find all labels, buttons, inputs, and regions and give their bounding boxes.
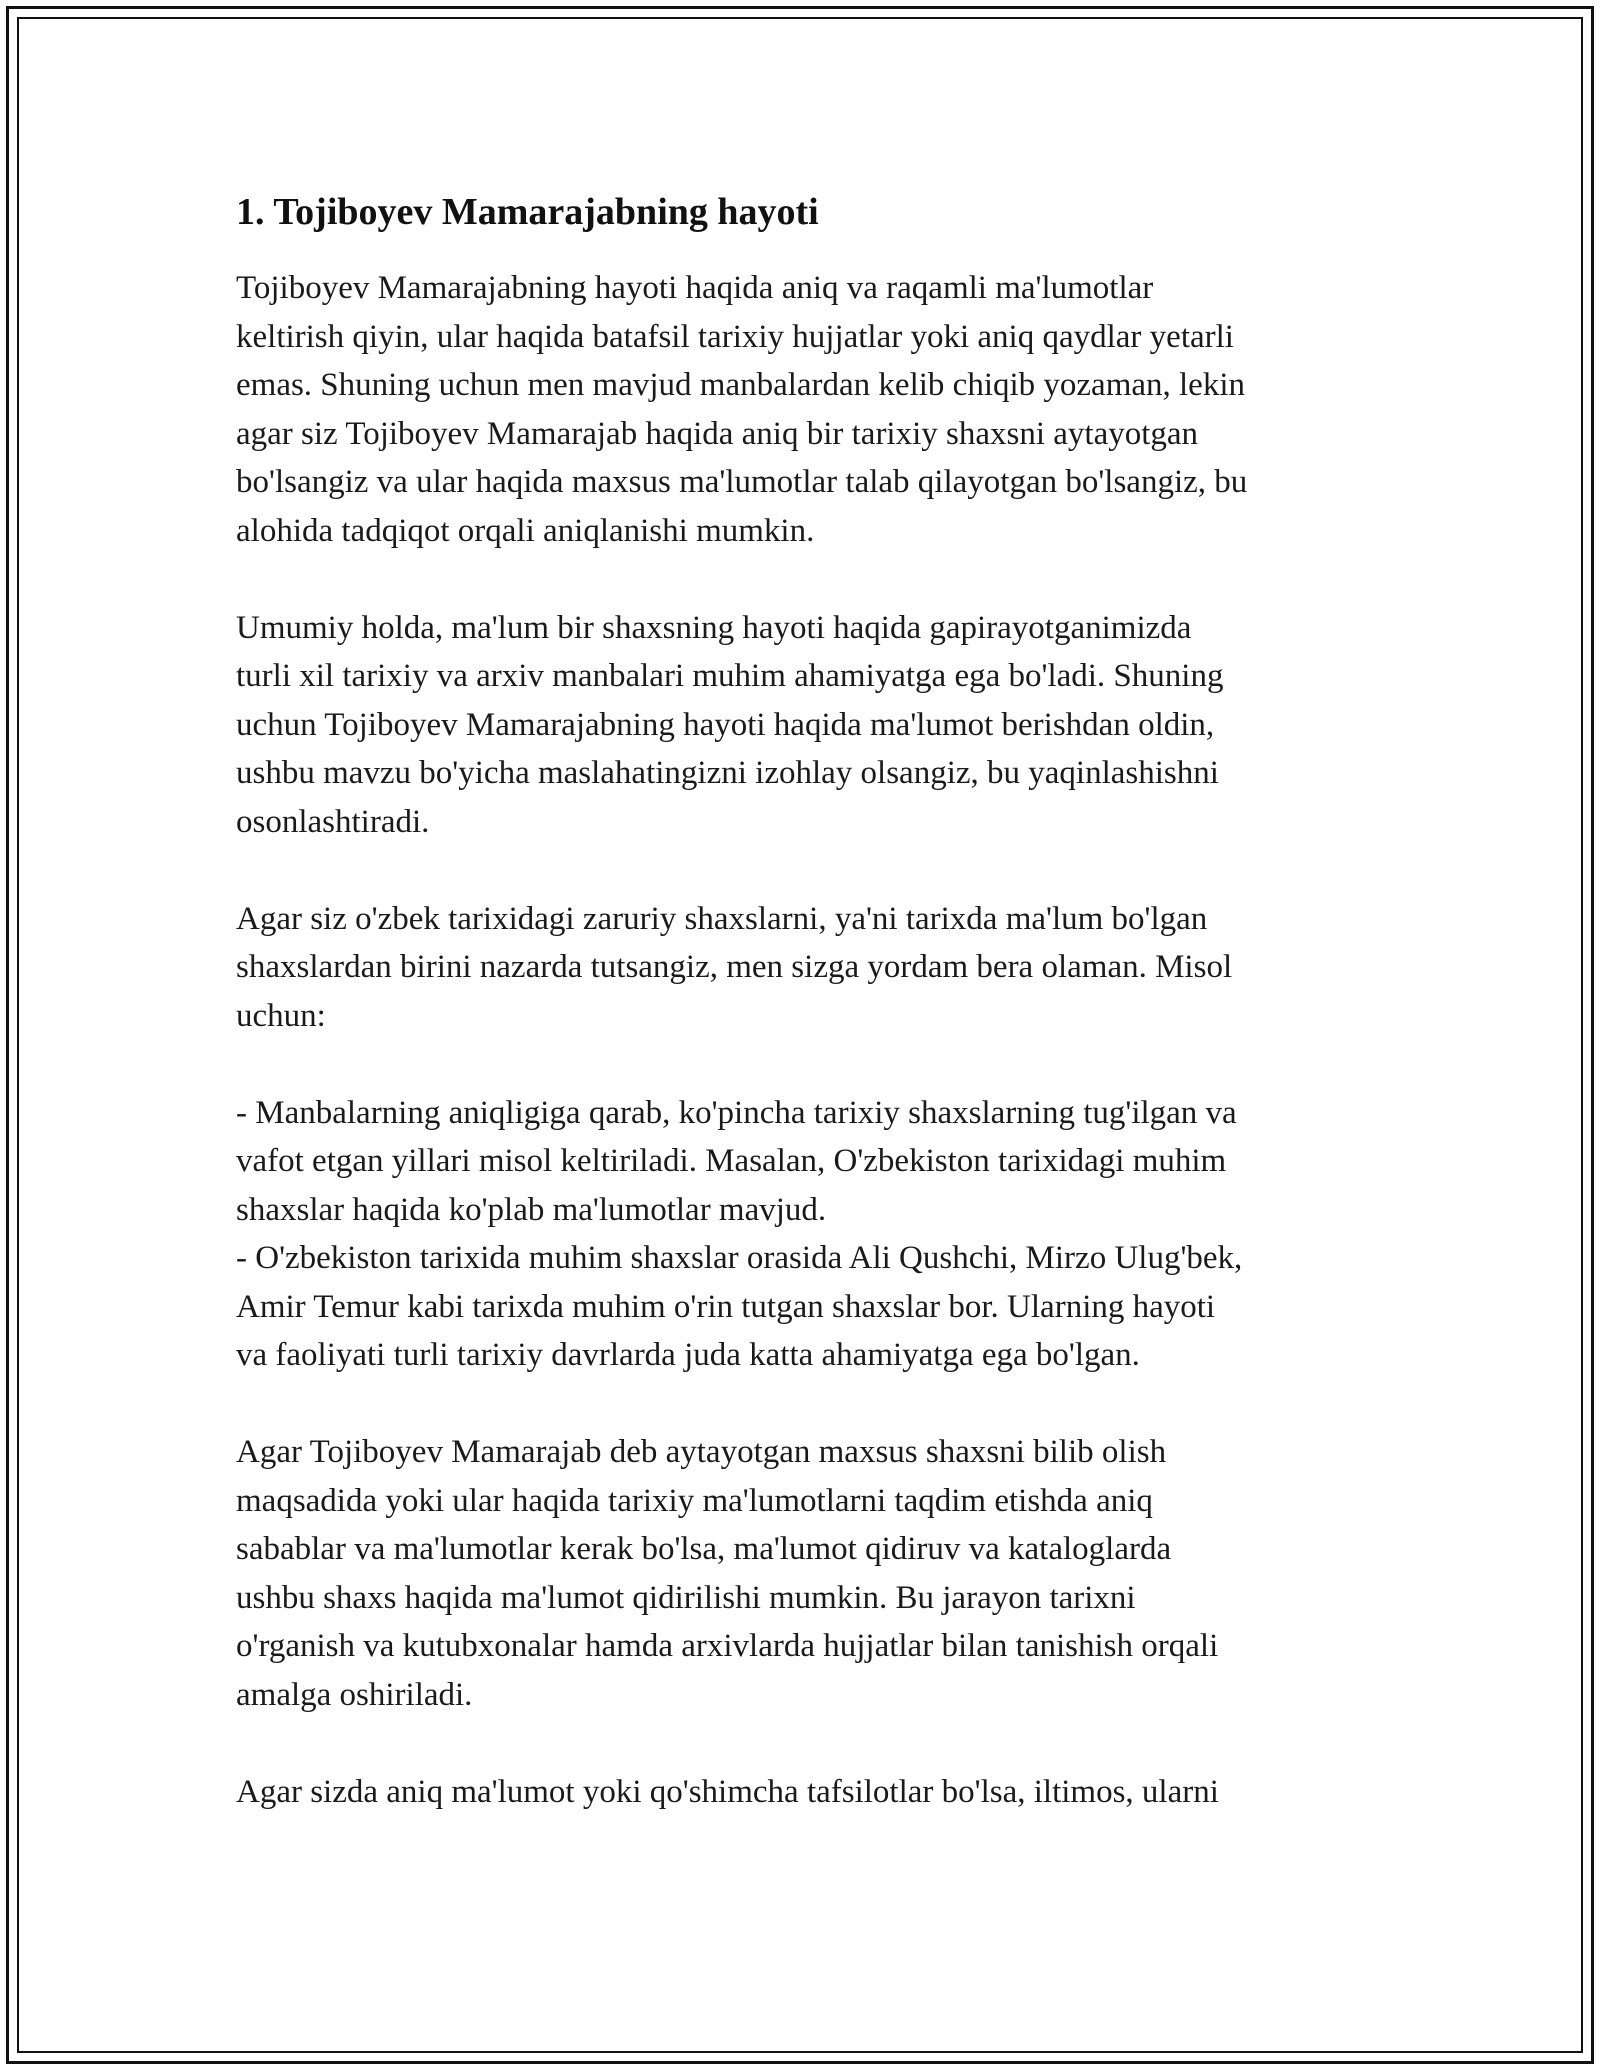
section-heading: 1. Tojiboyev Mamarajabning hayoti: [236, 191, 819, 233]
paragraph-bullet-list: - Manbalarning aniqligiga qarab, ko'pincha tarixiy shaxslarning tug'ilgan va vafot etgan yillari misol keltiriladi. Masalan, O'zbekiston tarixidagi muhim shaxslar haqida ko'plab ma'lumotlar mavjud. - O'zbekiston tarixida muhim shaxslar orasida Ali Qushchi, Mirzo Ulug'bek, Amir Temur kabi tarixda muhim o'rin tutgan shaxslar bor. Ularning hayoti va faoliyati turli tarixiy davrlarda juda katta ahamiyatga ega bo'lgan.: [236, 1094, 1243, 1373]
paragraph-intro: Tojiboyev Mamarajabning hayoti haqida aniq va raqamli ma'lumotlar keltirish qiyin, ular haqida batafsil tarixiy hujjatlar yoki aniq qaydlar yetarli emas. Shuning uchun men mavjud manbalardan kelib chiqib yozaman, lekin agar siz Tojiboyev Mamarajab haqida aniq bir tarixiy shaxsni aytayotgan bo'lsangiz va ular haqida maxsus ma'lumotlar talab qilayotgan bo'lsangiz, bu alohida tadqiqot orqali aniqlanishi mumkin.: [236, 270, 1248, 549]
paragraph-closing: Agar sizda aniq ma'lumot yoki qo'shimcha tafsilotlar bo'lsa, iltimos, ularni: [236, 1773, 1219, 1810]
paragraph-research: Agar Tojiboyev Mamarajab deb aytayotgan maxsus shaxsni bilib olish maqsadida yoki ular haqida tarixiy ma'lumotlarni taqdim etishda aniq sabablar va ma'lumotlar kerak bo'lsa, ma'lumot qidiruv va kataloglarda ushbu shaxs haqida ma'lumot qidirilishi mumkin. Bu jarayon tarixni o'rganish va kutubxonalar hamda arxivlarda hujjatlar bilan tanishish orqali amalga oshiriladi.: [236, 1434, 1219, 1713]
paragraph-general: Umumiy holda, ma'lum bir shaxsning hayoti haqida gapirayotganimizda turli xil tarixiy va arxiv manbalari muhim ahamiyatga ega bo'ladi. Shuning uchun Tojiboyev Mamarajabning hayoti haqida ma'lumot berishdan oldin, ushbu mavzu bo'yicha maslahatingizni izohlay olsangiz, bu yaqinlashishni osonlashtiradi.: [236, 609, 1224, 840]
paragraph-example-intro: Agar siz o'zbek tarixidagi zaruriy shaxslarni, ya'ni tarixda ma'lum bo'lgan shaxslardan birini nazarda tutsangiz, men sizga yordam bera olaman. Misol uchun:: [236, 900, 1233, 1034]
document-body: [236, 186, 1376, 1816]
